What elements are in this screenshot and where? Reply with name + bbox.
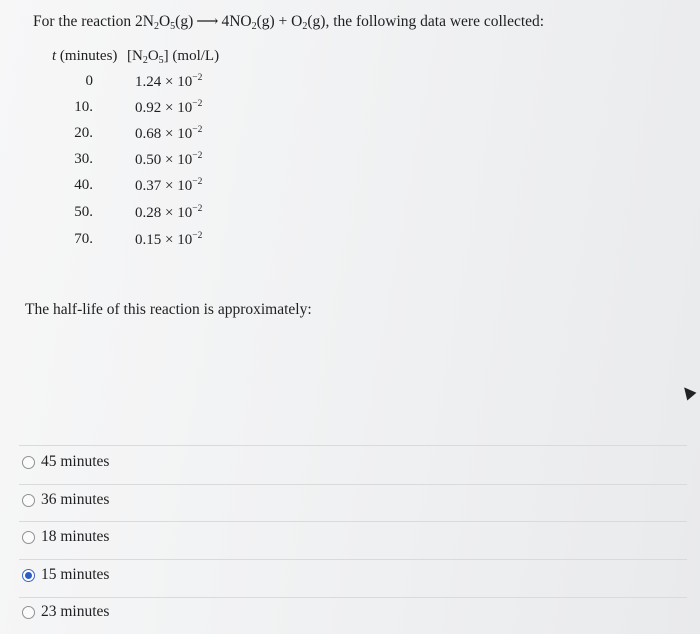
concentration-cell — [135, 125, 202, 143]
option-label: 36 minutes — [41, 491, 110, 508]
time-cell: 0 — [85, 73, 93, 89]
radio-button-icon[interactable] — [22, 494, 35, 507]
option-label: 15 minutes — [41, 566, 110, 583]
radio-button-selected-icon[interactable] — [22, 569, 35, 582]
conc-value: 0.15 × 10 — [135, 232, 193, 248]
conc-exponent: −2 — [192, 151, 203, 161]
answer-option-18[interactable] — [22, 523, 109, 551]
radio-button-icon[interactable] — [22, 456, 35, 469]
conc-exponent: −2 — [192, 125, 203, 135]
conc-exponent: −2 — [192, 73, 203, 83]
q-sub: 5 — [170, 21, 176, 32]
time-symbol: t — [52, 48, 57, 64]
q-suffix: (g), the following data were collected: — [307, 13, 545, 30]
concentration-cell — [135, 177, 202, 195]
mouse-cursor-icon — [680, 384, 697, 401]
conc-mid: O — [147, 48, 159, 64]
q-product: 4NO — [221, 13, 252, 30]
conc-exponent: −2 — [192, 177, 203, 187]
conc-exponent: −2 — [192, 231, 203, 241]
table-header-time — [52, 48, 117, 65]
q-state: (g) — [175, 13, 194, 30]
table-header-concentration — [127, 48, 219, 66]
conc-value: 0.37 × 10 — [135, 178, 193, 194]
concentration-cell — [135, 204, 202, 222]
conc-value: 0.50 × 10 — [135, 152, 193, 168]
table-row — [0, 73, 300, 97]
conc-exponent: −2 — [192, 99, 203, 109]
option-label: 18 minutes — [41, 528, 110, 545]
table-row — [0, 151, 300, 175]
radio-button-icon[interactable] — [22, 606, 35, 619]
answer-option-15[interactable] — [22, 561, 109, 589]
time-cell: 30. — [74, 151, 93, 167]
answer-option-23[interactable] — [22, 598, 109, 626]
conc-sub: 2 — [142, 55, 148, 66]
time-cell: 70. — [74, 231, 93, 247]
conc-post: ] (mol/L) — [163, 48, 220, 64]
radio-button-icon[interactable] — [22, 531, 35, 544]
answer-option-45[interactable] — [22, 448, 109, 476]
divider — [19, 597, 687, 598]
time-unit: (minutes) — [56, 48, 118, 64]
concentration-cell — [135, 99, 202, 117]
q-sub: 2 — [251, 21, 257, 32]
conc-value: 1.24 × 10 — [135, 74, 193, 90]
time-cell: 40. — [74, 177, 93, 193]
concentration-cell — [135, 151, 202, 169]
divider — [19, 521, 687, 522]
conc-pre: [N — [127, 48, 143, 64]
time-cell: 10. — [74, 99, 93, 115]
time-cell: 50. — [74, 204, 93, 220]
table-row — [0, 125, 300, 149]
q-prefix: For the reaction 2N — [33, 13, 154, 30]
conc-exponent: −2 — [192, 204, 203, 214]
divider — [19, 445, 687, 446]
table-row — [0, 99, 300, 123]
table-row — [0, 231, 300, 255]
concentration-cell — [135, 231, 202, 249]
q-sub: 2 — [153, 21, 159, 32]
reaction-arrow-icon: ⟶ — [196, 13, 219, 30]
conc-value: 0.28 × 10 — [135, 205, 193, 221]
question-text — [33, 12, 544, 32]
concentration-cell — [135, 73, 202, 91]
table-row — [0, 177, 300, 201]
q-sub: 2 — [302, 21, 308, 32]
conc-value: 0.92 × 10 — [135, 100, 193, 116]
table-row — [0, 204, 300, 228]
divider — [19, 559, 687, 560]
answer-option-36[interactable] — [22, 486, 109, 514]
time-cell: 20. — [74, 125, 93, 141]
question-stem: The half-life of this reaction is approximately: — [25, 301, 312, 318]
conc-sub: 5 — [158, 55, 164, 66]
option-label: 45 minutes — [41, 453, 110, 470]
option-label: 23 minutes — [41, 603, 110, 620]
q-state: (g) + O — [256, 13, 303, 30]
q-mid: O — [158, 13, 171, 30]
conc-value: 0.68 × 10 — [135, 126, 193, 142]
divider — [19, 484, 687, 485]
